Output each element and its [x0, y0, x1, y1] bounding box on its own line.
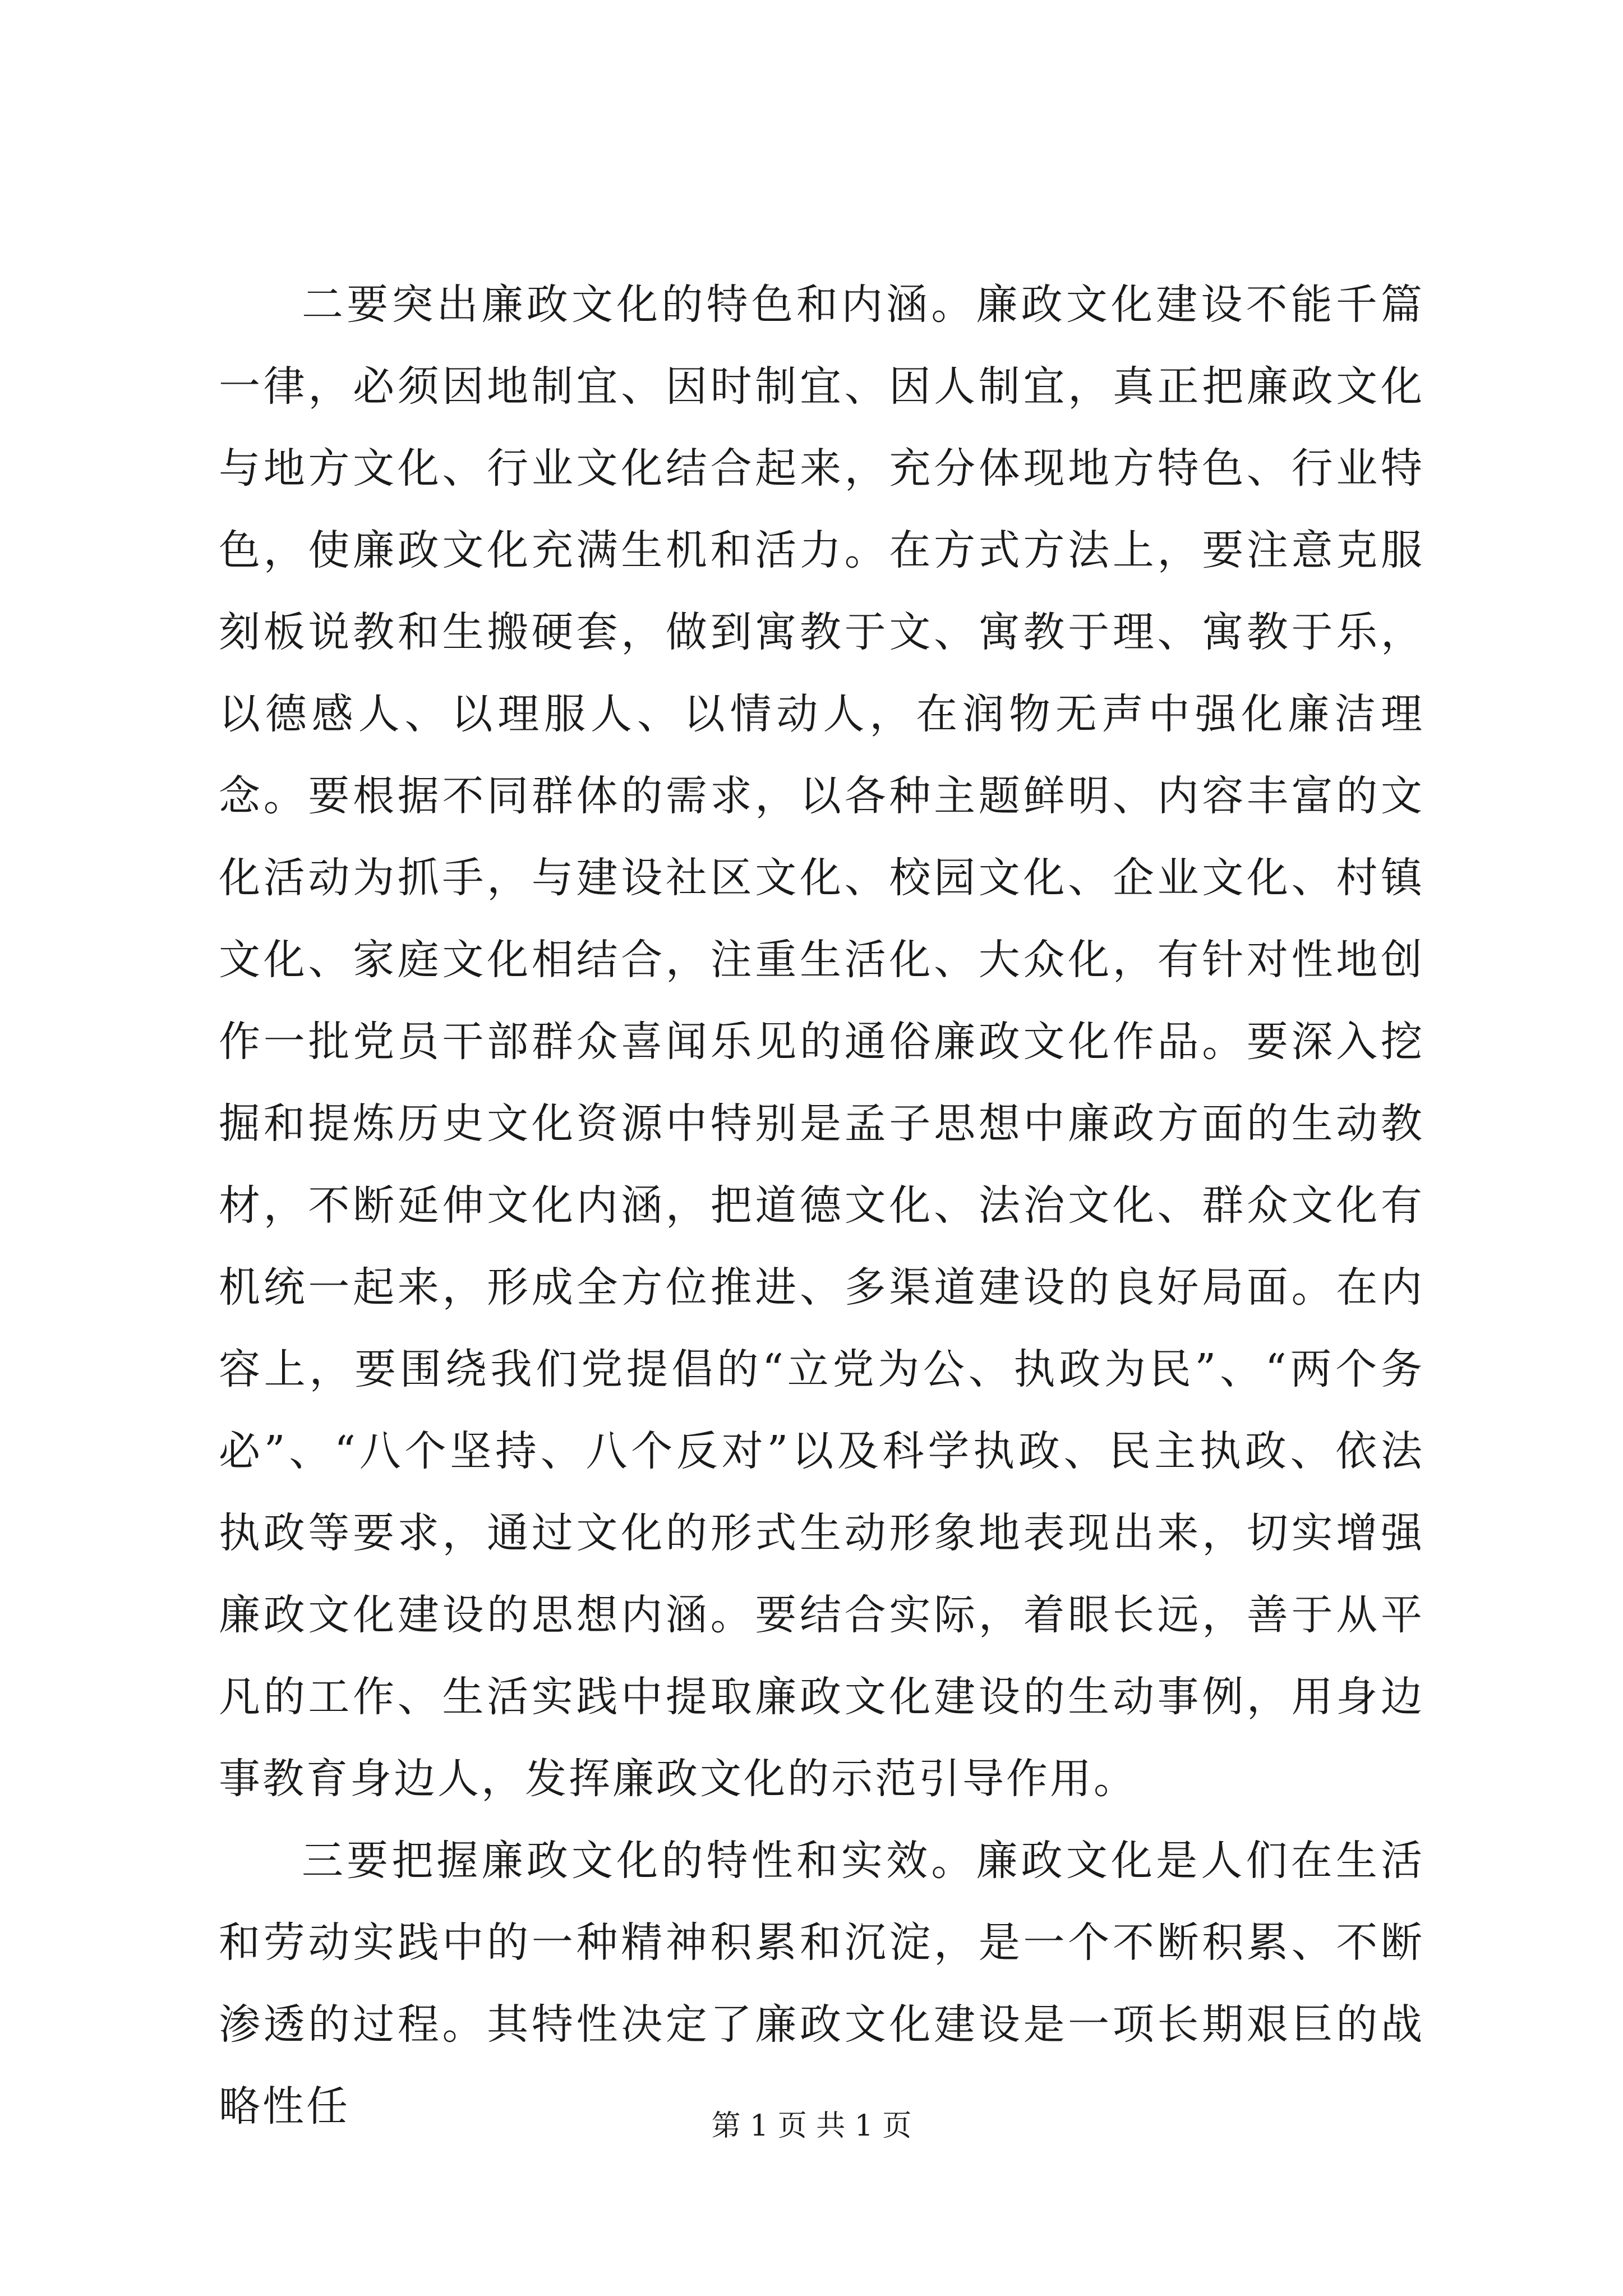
paragraph-1: 二要突出廉政文化的特色和内涵。廉政文化建设不能千篇一律，必须因地制宜、因时制宜、因人制宜，真正把廉政文化与地方文化、行业文化结合起来，充分体现地方特色、行业特色，使廉政文化充满生机和活力。在方式方法上，要注意克服刻板说教和生搬硬套，做到寓教于文、寓教于理、寓教于乐，以德感人、以理服人、以情动人，在润物无声中强化廉洁理念。要根据不同群体的需求，以各种主题鲜明、内容丰富的文化活动为抓手，与建设社区文化、校园文化、企业文化、村镇文化、家庭文化相结合，注重生活化、大众化，有针对性地创作一批党员干部群众喜闻乐见的通俗廉政文化作品。要深入挖掘和提炼历史文化资源中特别是孟子思想中廉政方面的生动教材，不断延伸文化内涵，把道德文化、法治文化、群众文化有机统一起来，形成全方位推进、多渠道建设的良好局面。在内容上，要围绕我们党提倡的“立党为公、执政为民”、“两个务必”、“八个坚持、八个反对”以及科学执政、民主执政、依法执政等要求，通过文化的形式生动形象地表现出来，切实增强廉政文化建设的思想内涵。要结合实际，着眼长远，善于从平凡的工作、生活实践中提取廉政文化建设的生动事例，用身边事教育身边人，发挥廉政文化的示范引导作用。: [219, 280, 1424, 1803]
paragraph-2: 三要把握廉政文化的特性和实效。廉政文化是人们在生活和劳动实践中的一种精神积累和沉淀，是一个不断积累、不断渗透的过程。其特性决定了廉政文化建设是一项长期艰巨的战略性任: [219, 1837, 1424, 2131]
page-footer: 第 1 页 共 1 页: [711, 2109, 912, 2143]
document-body: [219, 264, 1424, 2147]
